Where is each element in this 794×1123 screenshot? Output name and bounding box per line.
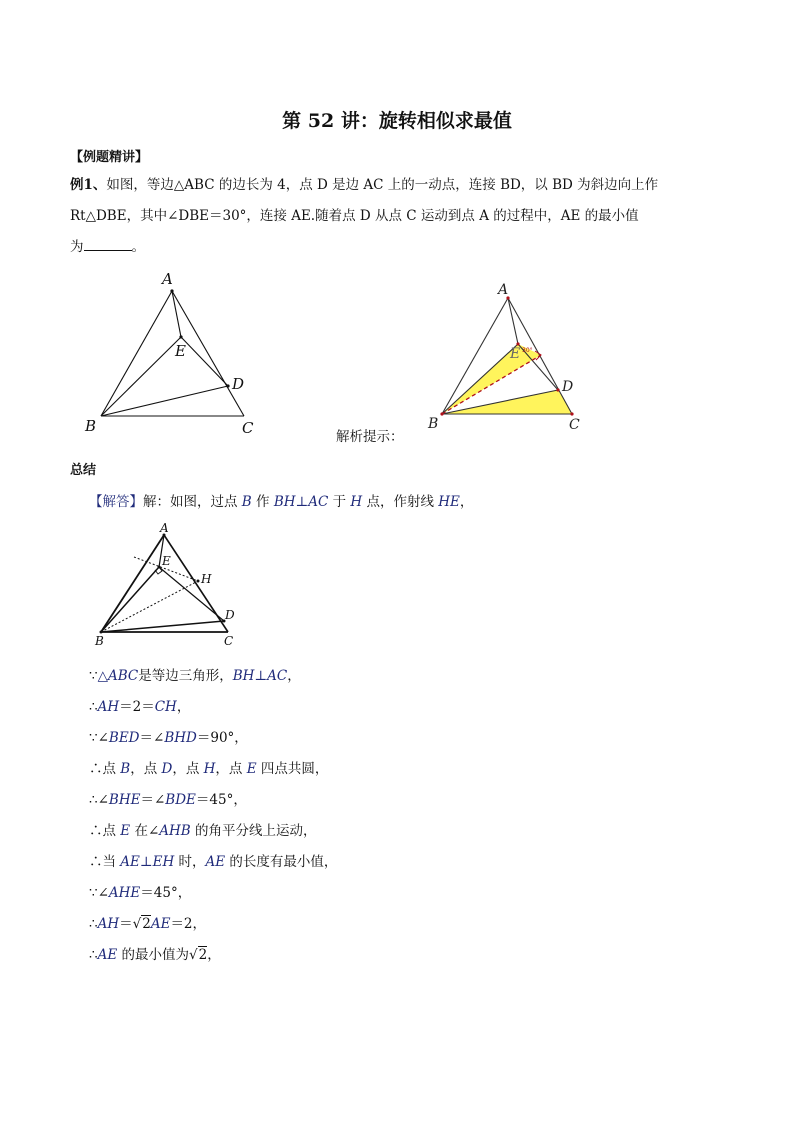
step-9: ∴AH＝√2AE＝2，	[89, 916, 207, 932]
fig2-label-c: C	[569, 417, 580, 433]
fig2-label-b: B	[428, 416, 439, 432]
solution-tag: 【解答】	[89, 494, 143, 510]
example-line-2: Rt△DBE，其中∠DBE＝30°，连接 AE.随着点 D 从点 C 运动到点 A 的过程中，AE 的最小值	[70, 208, 639, 224]
example-label: 例1、	[70, 177, 107, 193]
example-text-3: 为	[70, 239, 84, 255]
fig2-angle-label: 30°	[522, 347, 533, 354]
example-line-3: 为 。	[70, 239, 145, 255]
page-title: 第 52 讲：旋转相似求最值	[282, 110, 512, 132]
section-example-heading: 【例题精讲】	[70, 150, 149, 165]
fig3-label-d: D	[225, 608, 235, 622]
step-3: ∵∠BED＝∠BHD＝90°，	[89, 730, 248, 746]
fig1-label-c: C	[242, 419, 254, 437]
fig3-label-h: H	[201, 572, 212, 586]
step-4: ∴点 B，点 D，点 H，点 E 四点共圆，	[89, 761, 329, 777]
fig2-label-a: A	[498, 282, 509, 298]
step-7: ∴当 AE⊥EH 时，AE 的长度有最小值，	[89, 854, 338, 870]
fig2-label-d: D	[562, 379, 574, 395]
step-2: ∴AH＝2＝CH，	[89, 699, 191, 715]
fig1-label-e: E	[175, 342, 186, 360]
hint-label: 解析提示：	[336, 429, 404, 445]
step-6: ∴点 E 在∠AHB 的角平分线上运动，	[89, 823, 317, 839]
fig1-label-a: A	[162, 270, 173, 288]
solution-intro: 【解答】解：如图，过点 B 作 BH⊥AC 于 H 点，作射线 HE，	[89, 494, 474, 510]
step-8: ∵∠AHE＝45°，	[89, 885, 192, 901]
sqrt-symbol: √	[132, 916, 142, 932]
example-text-1: 如图，等边△ABC 的边长为 4，点 D 是边 AC 上的一动点，连接 BD，以 BD 为斜边向上作	[106, 177, 659, 193]
fig2-label-e: E	[510, 346, 521, 362]
step-10: ∴AE 的最小值为√2，	[89, 947, 221, 963]
step-1: ∵△ABC是等边三角形，BH⊥AC，	[89, 668, 301, 684]
fig3-label-e: E	[162, 554, 171, 568]
fig3-label-a: A	[160, 521, 169, 535]
fig1-label-b: B	[85, 417, 97, 435]
fig3-label-c: C	[224, 634, 234, 648]
step-5: ∴∠BHE＝∠BDE＝45°，	[89, 792, 247, 808]
fig1-label-d: D	[232, 375, 245, 393]
sqrt-symbol: √	[189, 947, 198, 963]
fig3-label-b: B	[95, 634, 104, 648]
section-summary-heading: 总结	[70, 463, 97, 478]
